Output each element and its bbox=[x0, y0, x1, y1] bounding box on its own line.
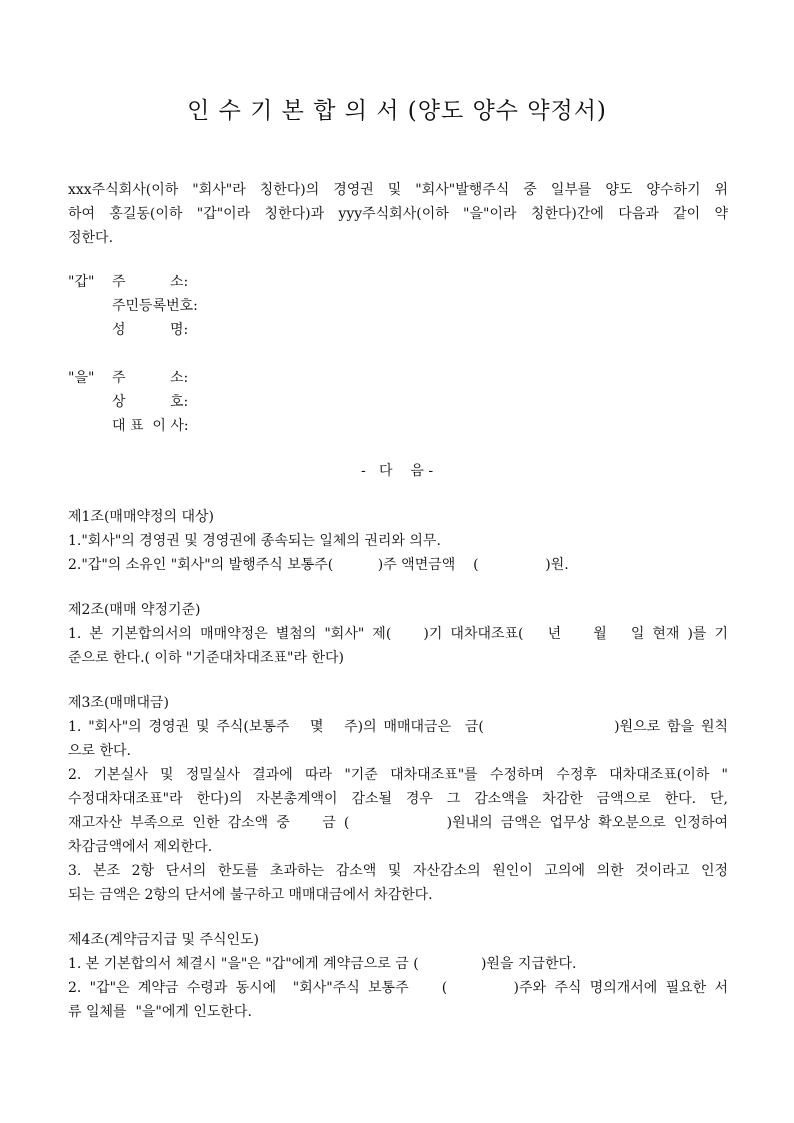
party-gap-id-label: 주민등록번호: bbox=[112, 298, 198, 314]
article-3-line: 되는 금액은 2항의 단서에 불구하고 매매대금에서 차감한다. bbox=[68, 887, 433, 903]
article-4-heading: 제4조(계약금지급 및 주식인도) bbox=[68, 932, 260, 948]
intro-line-3: 정한다. bbox=[68, 230, 114, 246]
article-3-line: 3. 본조 2항 단서의 한도를 초과하는 감소액 및 자산감소의 원인이 고의에 의한 것이라고 인정 bbox=[68, 863, 728, 879]
article-2-line: 준으로 한다.( 이하 "기준대차대조표"라 한다) bbox=[68, 650, 344, 666]
intro-line-2: 하여 홍길동(이하 "갑"이라 칭한다)과 yyy주식회사(이하 "을"이라 칭한다)간에 다음과 같이 약 bbox=[68, 206, 728, 222]
party-eul-ceo-label: 대 표 이 사: bbox=[112, 418, 189, 434]
article-3-heading: 제3조(매매대금) bbox=[68, 695, 169, 711]
article-3-line: 1. "회사"의 경영권 및 주식(보통주 몇 주)의 매매대금은 금( )원으로 함을 원칙 bbox=[68, 719, 728, 735]
party-eul-company-label: 상 호: bbox=[112, 394, 189, 410]
party-eul-address-label: 주 소: bbox=[112, 370, 189, 386]
article-1-heading: 제1조(매매약정의 대상) bbox=[68, 509, 214, 525]
article-2-line: 1. 본 기본합의서의 매매약정은 별첨의 "회사" 제( )기 대차대조표( 년 월 일 현재 )를 기 bbox=[68, 626, 728, 642]
article-2-heading: 제2조(매매 약정기준) bbox=[68, 602, 201, 618]
article-3-line: 재고자산 부족으로 인한 감소액 중 금 ( )원내의 금액은 업무상 확오분으로 인정하여 bbox=[68, 815, 728, 831]
article-1-line: 1."회사"의 경영권 및 경영권에 종속되는 일체의 권리와 의무. bbox=[68, 533, 441, 549]
article-4-line: 류 일체를 "을"에게 인도한다. bbox=[68, 1004, 252, 1020]
article-4-line: 1. 본 기본합의서 체결시 "을"은 "갑"에게 계약금으로 금 ( )원을 지급한다. bbox=[68, 956, 577, 972]
document-title: 인 수 기 본 합 의 서 (양도 양수 약정서) bbox=[187, 98, 607, 124]
article-3-line: 으로 한다. bbox=[68, 743, 131, 759]
separator-text: - 다 음 - bbox=[360, 463, 434, 479]
article-3-line: 수정대차대조표"라 한다)의 자본총계액이 감소될 경우 그 감소액을 차감한 금액으로 한다. 단, bbox=[68, 791, 728, 807]
party-eul-tag: "을" bbox=[68, 370, 95, 386]
party-gap-tag: "갑" bbox=[68, 274, 95, 290]
article-4-line: 2. "갑"은 계약금 수령과 동시에 "회사"주식 보통주 ( )주와 주식 명의개서에 필요한 서 bbox=[68, 980, 728, 996]
article-3-line: 2. 기본실사 및 정밀실사 결과에 따라 "기준 대차대조표"를 수정하며 수정후 대차대조표(이하 " bbox=[68, 767, 728, 783]
intro-line-1: xxx주식회사(이하 "회사"라 칭한다)의 경영권 및 "회사"발행주식 중 일부를 양도 양수하기 위 bbox=[68, 182, 728, 198]
party-gap-name-label: 성 명: bbox=[112, 322, 189, 338]
article-3-line: 차감금액에서 제외한다. bbox=[68, 839, 213, 855]
party-gap-address-label: 주 소: bbox=[112, 274, 189, 290]
article-1-line: 2."갑"의 소유인 "회사"의 발행주식 보통주( )주 액면금액 ( )원. bbox=[68, 557, 569, 573]
